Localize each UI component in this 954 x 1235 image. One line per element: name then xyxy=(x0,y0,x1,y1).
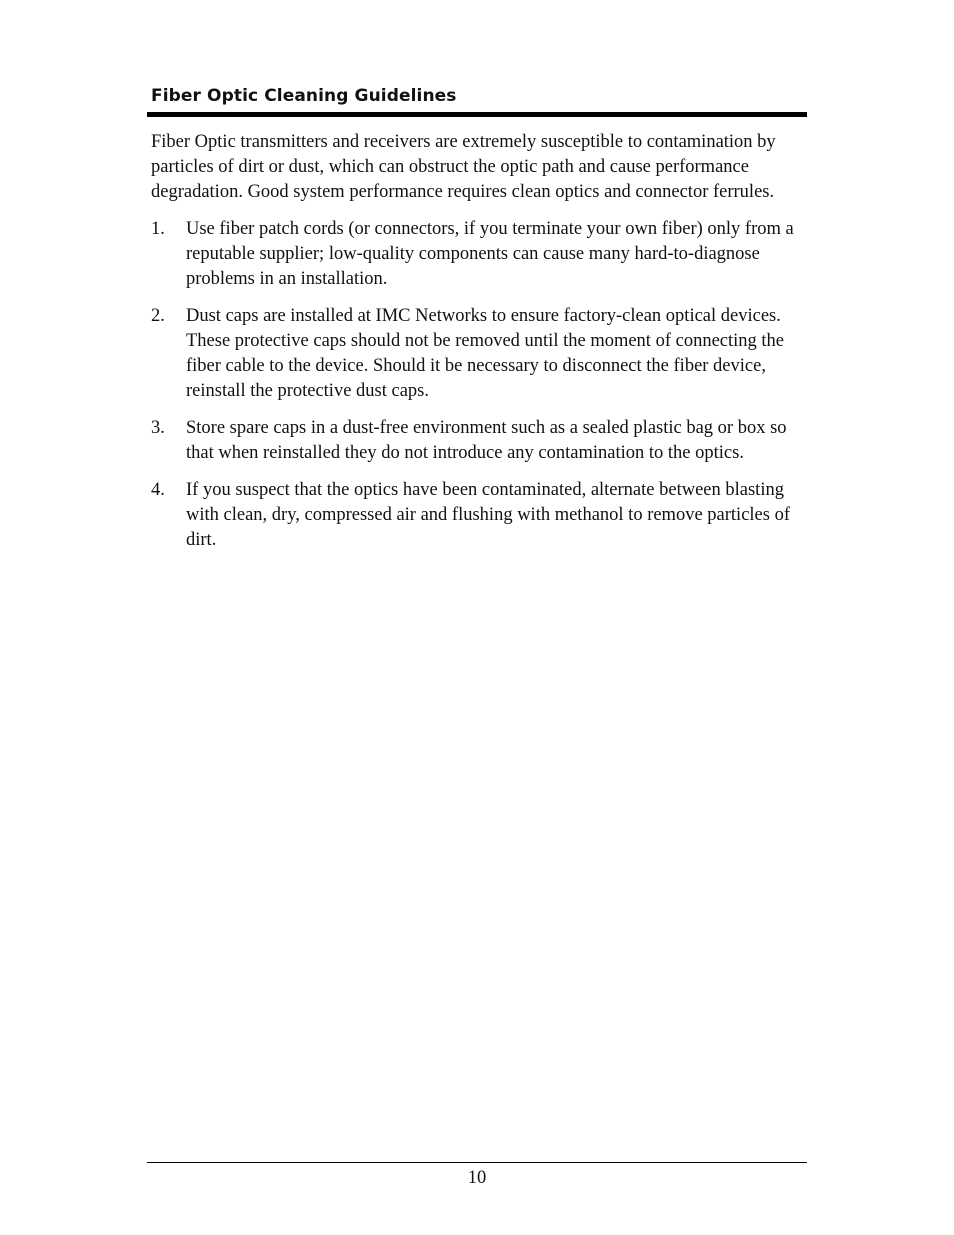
list-item-text: Store spare caps in a dust-free environment such as a sealed plastic bag or box so that when reinstalled they do not introduce any contamination to the optics. xyxy=(186,418,787,463)
list-item-number: 3. xyxy=(151,418,165,438)
list-item-text: If you suspect that the optics have been contaminated, alternate between blasting with clean, dry, compressed air and flushing with methanol to remove particles of dirt. xyxy=(186,480,790,550)
page-number: 10 xyxy=(467,1168,487,1188)
list-item-number: 1. xyxy=(151,219,165,239)
guidelines-list xyxy=(151,217,807,565)
heading-rule xyxy=(147,112,807,117)
list-item xyxy=(151,478,807,553)
section-heading: Fiber Optic Cleaning Guidelines xyxy=(151,86,457,106)
footer-rule xyxy=(147,1162,807,1163)
intro-paragraph: Fiber Optic transmitters and receivers are extremely susceptible to contamination by particles of dirt or dust, which can obstruct the optic path and cause performance degradation. Good system performance requires clean optics and connector ferrules. xyxy=(151,132,776,202)
list-item xyxy=(151,304,807,404)
list-item xyxy=(151,416,807,466)
list-item-number: 2. xyxy=(151,306,165,326)
list-item-text: Dust caps are installed at IMC Networks to ensure factory-clean optical devices. These protective caps should not be removed until the moment of connecting the fiber cable to the device. Should it be necessary to disconnect the fiber device, reinstall the protective dust caps. xyxy=(186,306,784,401)
list-item-number: 4. xyxy=(151,480,165,500)
list-item xyxy=(151,217,807,292)
list-item-text: Use fiber patch cords (or connectors, if you terminate your own fiber) only from a reputable supplier; low-quality components can cause many hard-to-diagnose problems in an installation. xyxy=(186,219,794,289)
